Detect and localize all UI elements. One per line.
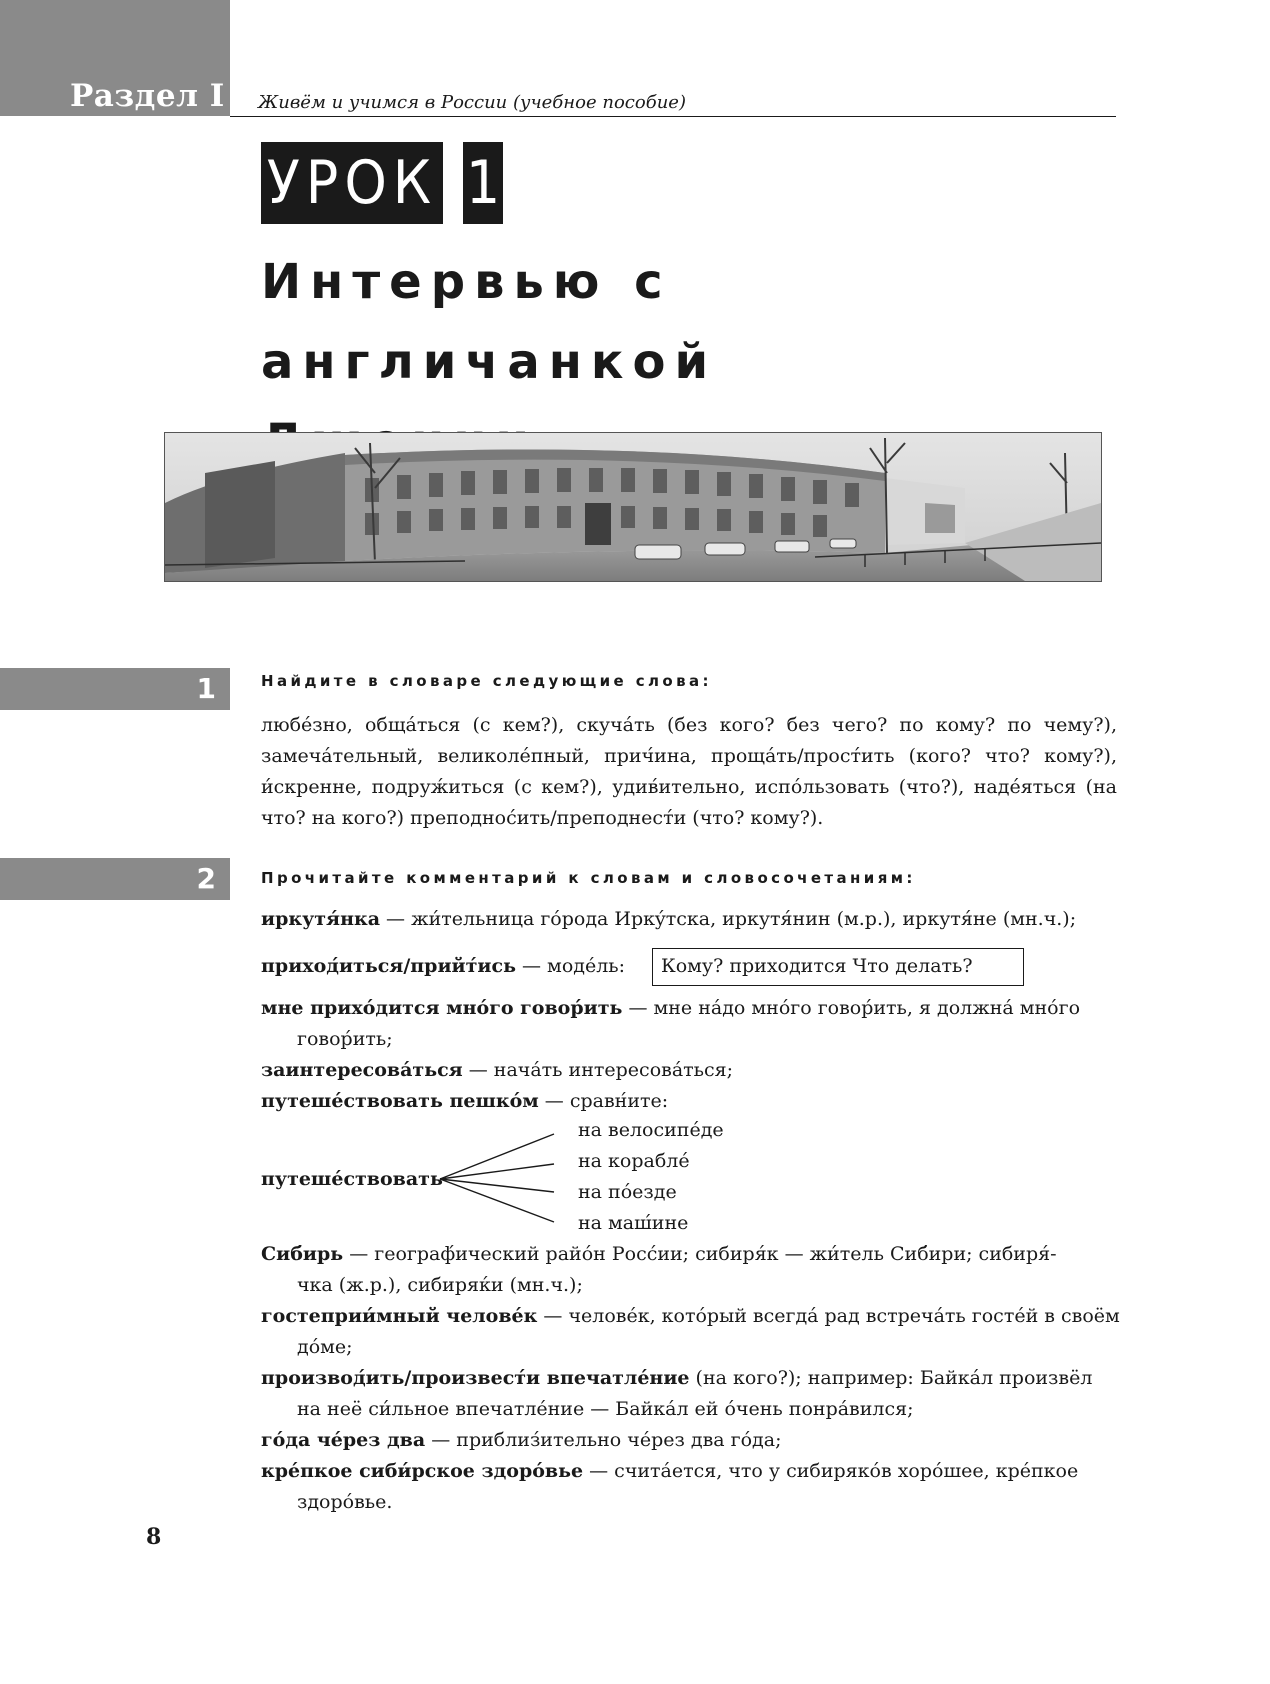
entry-term: иркутя́нка (261, 908, 381, 930)
header-rule (230, 116, 1116, 117)
entry-term: гостеприи́мный челове́к (261, 1305, 538, 1327)
exercise-2-heading: Прочитайте комментарий к словам и словосочетаниям: (261, 869, 916, 887)
exercise-1-number: 1 (196, 672, 216, 705)
travel-verb-text: путеше́ствовать (261, 1168, 443, 1190)
entry-term: го́да че́рез два (261, 1429, 426, 1451)
exercise-2-number: 2 (196, 862, 216, 895)
exercise-1-text: любе́зно, обща́ться (с кем?), скуча́ть (без кого? без чего? по кому? по чему?), замеча́тельный, великоле́пный, прич́ина, проща́ть/прост́ить (кого? что? кому?), и́скренне, подруж́иться (с кем?), удив́ительно, испо́льзовать (что?), наде́яться (на что? на кого?) преподнос́ить/преподнест́и (что? кому?). (261, 714, 1117, 829)
section-tab (0, 0, 230, 116)
lesson-title-line1: Интервью с англичанкой (261, 254, 718, 390)
entry-def: — счита́ется, что у сибиряко́в хоро́шее, кре́пкое (583, 1460, 1079, 1482)
entry-puteshestvovat-peshkom (261, 1086, 1117, 1117)
exercise-1-tab (0, 668, 230, 710)
exercise-2-tab (0, 858, 230, 900)
entry-term: кре́пкое сиби́рское здоро́вье (261, 1460, 584, 1482)
entry-continuation: чка (ж.р.), сибиряќи (мн.ч.); (297, 1274, 583, 1296)
lesson-number-box: 1 (463, 142, 503, 224)
entry-def: (на кого?); например: Байка́л произвёл (689, 1367, 1093, 1389)
lesson-word-box: УРОК (261, 142, 443, 224)
entry-def: — нача́ть интересова́ться; (462, 1059, 734, 1081)
entry-irkutyanka (261, 904, 1117, 935)
entry-term: приход́иться/прийт́ись (261, 955, 516, 977)
entry-continuation: здоро́вье. (297, 1491, 393, 1513)
entry-krepkoe-zdorovye (261, 1456, 1117, 1487)
entry-term: производ́ить/произвест́и впечатле́ние (261, 1367, 690, 1389)
section-label: Раздел I (70, 78, 225, 114)
travel-branch: на маш́ине (578, 1212, 689, 1234)
page-number: 8 (146, 1524, 162, 1550)
model-box: Кому? приходится Что делать? (652, 948, 1024, 986)
exercise-1-heading: Найдите в словаре следующие слова: (261, 672, 712, 690)
entry-term: Сиб́ирь (261, 1243, 344, 1265)
travel-branch: на корабле́ (578, 1150, 690, 1172)
entry-def: — жи́тельница го́рода Иркýтска, иркутя́нин (м.р.), иркутя́не (мн.ч.); (380, 908, 1077, 930)
travel-branch: на по́езде (578, 1181, 677, 1203)
entry-continuation: до́ме; (297, 1336, 353, 1358)
entry-mne-prikhoditsya (261, 993, 1117, 1024)
entry-def: — сравн́ите: (538, 1090, 669, 1112)
entry-def: — приблиз́ительно че́рез два го́да; (425, 1429, 782, 1451)
entry-gostepriimny (261, 1301, 1120, 1332)
entry-def: — географ́ический райо́н Росс́ии; сибиря́к — жи́тель Сиб́ири; сибиря́- (343, 1243, 1057, 1265)
entry-goda-cherez-dva (261, 1425, 1117, 1456)
entry-continuation: на неё си́льное впечатле́ние — Байка́л ей о́чень понра́вился; (297, 1398, 914, 1420)
entry-term: заинтересова́ться (261, 1059, 463, 1081)
street-panorama-illustration (165, 433, 1101, 581)
entry-proizvodit (261, 1363, 1117, 1394)
running-title: Живём и учимся в России (учебное пособие) (258, 92, 686, 113)
entry-term: мне прихо́дится мно́го говор́ить (261, 997, 623, 1019)
entry-sibir (261, 1239, 1117, 1270)
entry-def: — челове́к, кото́рый всегда́ рад встреча́ть госте́й в своём (537, 1305, 1120, 1327)
travel-branch: на велосипе́де (578, 1119, 724, 1141)
entry-zainteresovatsya (261, 1055, 1117, 1086)
street-panorama-photo (164, 432, 1102, 582)
entry-def: — моде́ль: (515, 955, 626, 977)
entry-def: — мне на́до мно́го говор́ить, я должна́ мно́го (622, 997, 1081, 1019)
entry-term: путеше́ствовать пешко́м (261, 1090, 539, 1112)
entry-continuation: говор́ить; (297, 1028, 393, 1050)
travel-verb (261, 1164, 443, 1195)
travel-fan-lines (438, 1126, 578, 1232)
